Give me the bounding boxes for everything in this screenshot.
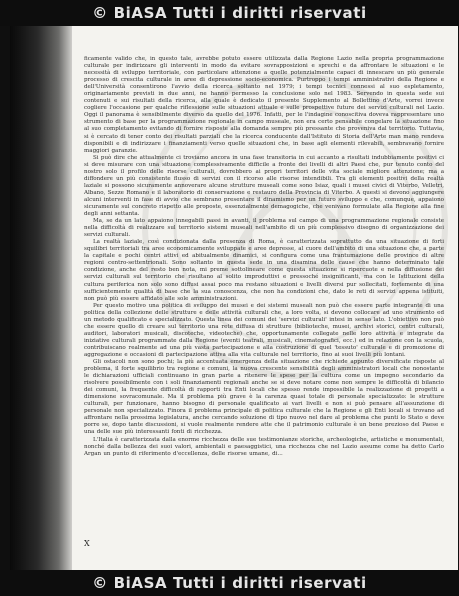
document-page — [10, 26, 458, 570]
page-number: X — [84, 539, 90, 548]
binding-shadow — [10, 26, 72, 570]
paragraph-2: Si può dire che attualmente ci troviamo ancora in una fase transitoria in cui accanto a risultati indubbiamente positivi ci si deve misurare con una situazione complessivamente difficile a fronte dei livelli di altri Paesi che, pur tenuto conto del nostro solo il profilo delle risorse culturali, dovrebbero ai propri territori delle vita sociale migliore attenzione; ma a diffondere un più consistente flusso di servizi con il ricorso alle risorse intendibili. Tra gli elementi positivi della realtà laziale si possono sicuramente annoverare alcune strutture museali come sono Isiaz, quali i musei civici di Viterbo, Velletri, Albano, Sezze Romano e il laboratorio di conservazione e restauro della Provincia di Viterbo. A questi si devono aggiungere alcuni interventi in fase di avvio che sembrano presentare il dinamismo per un futuro sviluppo e che, comunque, appaiono sicuramente sul concreto rispetto alle proposte, essenzialmente demagogiche, che venivano formulate alla Regione alla fine degli anni settanta. — [84, 154, 444, 218]
paragraph-3: Ma, se da un lato appaiono innegabili passi in avanti, il problema sul campo di una programmazione regionale consiste nella difficoltà di realizzare sul territorio sistemi museali nell'ambito di un più complessivo disegno di organizzazione dei servizi culturali. — [84, 218, 444, 239]
body-text — [84, 56, 444, 458]
paragraph-6: Gli ostacoli non sono pochi; la più accentuata emergenza della situazione che richiede appunto diversificate risposte al problema, il forte squilibrio tra regione e comuni, la nuova crescente sensibilità degli amministratori locali che nonostante le dichiarazioni ufficiali continuano in gran parte a ritenere le spese per la cultura come un impegno secondario da risolvere possibilmente con i soli finanziamenti regionali anche se si deve notare come non sempre le difficoltà di bilancio dei comuni, la frequente difficoltà di rapporti tra Enti locali che spesso rende impossibile la realizzazione di progetti a dimensione sovracomunale. Ma il problema più grave è la carenza quasi totale di personale specializzato: le strutture culturali, per funzionare, hanno bisogno di personale qualificato ai vari livelli e non si può pensare all'assunzione di personale non specializzato. Finora il problema principale di politica culturale che la Regione e gli Enti locali si trovano ad affrontare nella prossima legislatura, anche cercando soluzione di tipo nuovo nel dare al problema che punti lo Stato e deve porre se, dopo tante discussioni, si vuole realmente rendere atte che il patrimonio culturale è un bene prezioso del Paese e una delle sue più interessanti fonti di ricchezza. — [84, 359, 444, 436]
watermark-text-bottom: © BiASA Tutti i diritti riservati — [92, 574, 367, 592]
watermark-text-top: © BiASA Tutti i diritti riservati — [92, 4, 367, 22]
paragraph-4: La realtà laziale, così condizionata dalla presenza di Roma, è caratterizzata soprattutto da una situazione di forti squilibri territoriali tra aree economicamente sviluppate e aree depresse, al cuore dell'ambito di una situazione che, a parte la capitale e pochi centri attivi ed abitualmente dinamici, si configura come una frantumazione delle province di altre regioni centro-settentrionali. Sono soltanto in questa sede in una disamina delle cause che hanno determinato tale condizione, anche del resto ben nota, mi preme sottolineare come questa situazione si ripercuote e nella diffusione dei servizi culturali sul territorio che risultano al solito improduttivi e pressoché insignificanti, ma con le Istituzioni della cultura periferica non solo sono diffusi assai poco ma restano situazioni e livelli diversi pur sollecitati, fortemente di una sufficientemente qualità di base che la sua conoscenza, che non ha condizioni che, dato le reti di servizi appena istituiti, non può più essere affidato alle sole amministrazioni. — [84, 239, 444, 302]
watermark-banner-top — [0, 0, 459, 26]
paragraph-5: Per questo motivo una politica di sviluppo dei musei e dei sistemi museali non può che essere parte integrante di una politica della collezione delle strutture e delle attività culturali che, a loro volta, si devono collocare ad uno strumento ed un metodo qualificato e specializzato. Questa linea dei comuni dei 'servizi culturali' intesi in senso lato. L'obiettivo non può che essere quello di creare sul territorio una rete diffusa di strutture (biblioteche, musei, archivi storici, centri culturali, auditori, laboratori musicali, discoteche, videoteche) che, opportunamente collegate nelle loro attività e integrate da iniziative culturali programmate dalla Regione (eventi teatrali, musicali, cinematografici, ecc.) ed in relazione con la scuola, contribuiscano realmente ad una più vasta partecipazione e alla costruzione di quel 'tessuto' culturale e di promozione di aggregazione e occasioni di partecipazione attiva alla vita culturale nel territorio, fino ai suoi livelli più lontani. — [84, 302, 444, 358]
paragraph-7: L'Italia è caratterizzata dalla enorme ricchezza delle sue testimonianze storiche, archeologiche, artistiche e monumentali, nonché dalla bellezza dei suoi valori, ambientali e paesaggistici, una ricchezza che nel Lazio assume come ha detto Carlo Argan un punto di riferimento d'eccellenza, delle risorse umane, di... — [84, 436, 444, 457]
paragraph-1: ficamente valido che, in questo tale, avrebbe potuto essere utilizzata dalla Regione Lazio nella propria programmazione culturale per indirizzare gli interventi in modo da evitare sovrapposizioni e sprechi e da affrontare le situazioni e le necessità di sviluppo territoriale, con particolare attenzione a quelle potenzialmente capaci di innescare un più generale processo di crescita culturale in aree di depressione socio-economica. Purtroppo i tempi amministrativi della Regione e dell'Università consentirono l'avvio della ricerca soltanto nel 1979; i tempi tecnici connessi al suo espletamento, originariamente previsti in due anni, ne hanno permesso la conclusione solo nel 1983. Servendo in questa sede sui contenuti e sui risultati della ricerca, alla quale è dedicato il presente Supplemento al Bollettino d'Arte, vorrei invece cogliere l'occasione per qualche riflessione sulle situazioni attuale e sulle prospettive future dei servizi culturali nel Lazio. Oggi il panorama è sensibilmente diverso da quello del 1976. Infatti, per le l'indagine conoscitiva doveva rappresentare uno strumento di base per la programmazione regionale in campo museale, non era certo pensabile congelare la situazione fino al suo completamento evitando di fornire risposte alla domanda sempre più pressante che proveniva dal territorio. Tuttavia, si è cercato di tener conto dei risultati parziali che la ricerca conducente dall'Istituto di Storia dell'Arte man mano rendeva disponibili e di indirizzare i finanziamenti verso quelle situazioni che, in base agli elementi rilevabili, sembravano fornire maggiori garanzie. — [84, 56, 444, 154]
watermark-banner-bottom — [0, 570, 459, 596]
